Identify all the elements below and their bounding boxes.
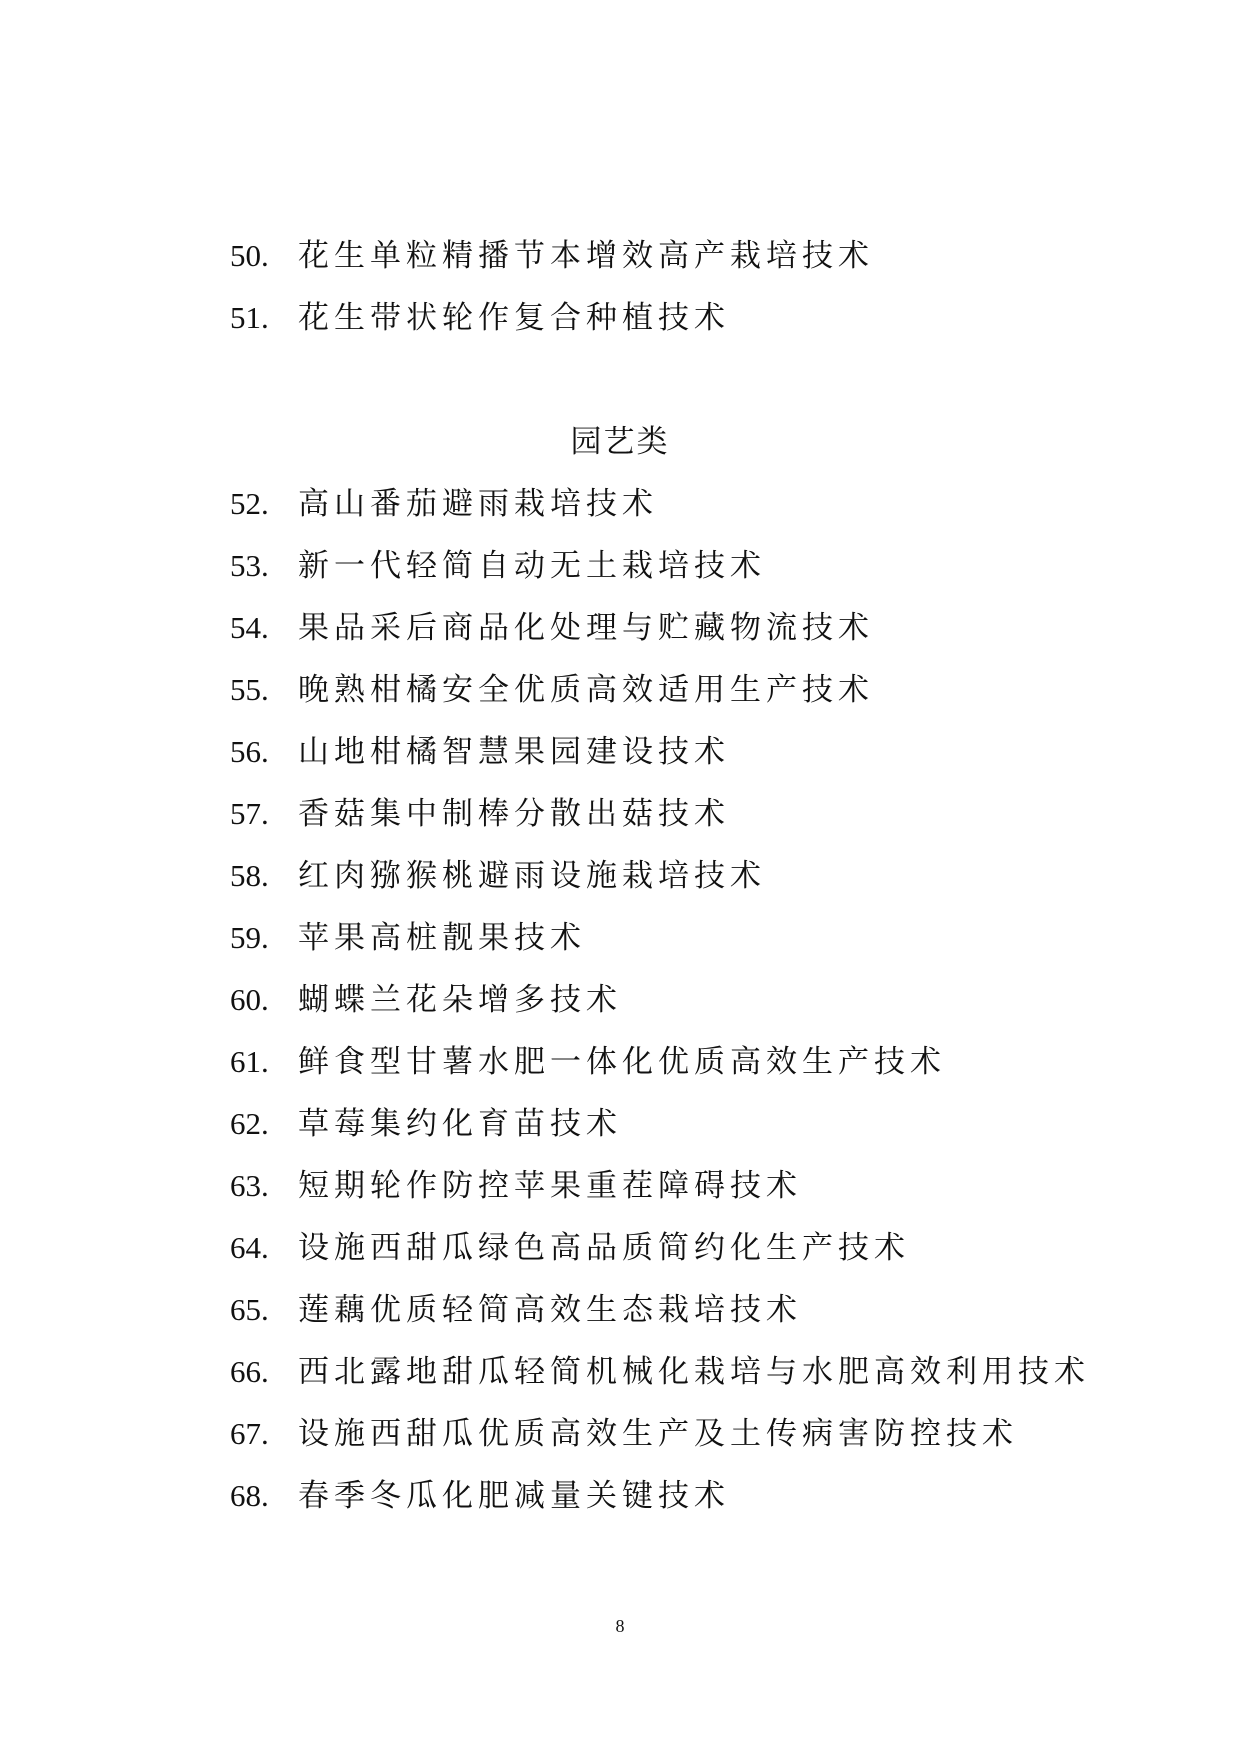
list-item [230,1472,730,1520]
item-text: 香菇集中制棒分散出菇技术 [298,796,730,832]
item-number: 56. [230,734,269,769]
item-number: 67. [230,1416,269,1451]
item-number: 62. [230,1106,269,1141]
list-item [230,790,730,838]
item-text: 草莓集约化育苗技术 [298,1106,622,1142]
item-number: 54. [230,610,269,645]
item-text: 苹果高桩靓果技术 [298,920,586,956]
item-number: 55. [230,672,269,707]
item-number: 51. [230,300,269,335]
list-item [230,1162,802,1210]
list-item [230,604,874,652]
item-text: 莲藕优质轻简高效生态栽培技术 [298,1292,802,1328]
list-item [230,1038,946,1086]
item-text: 设施西甜瓜优质高效生产及土传病害防控技术 [298,1416,1018,1452]
list-item [230,852,766,900]
item-number: 63. [230,1168,269,1203]
list-item [230,666,874,714]
item-text: 鲜食型甘薯水肥一体化优质高效生产技术 [298,1044,946,1080]
list-item [230,480,658,528]
list-item [230,232,874,280]
item-text: 晚熟柑橘安全优质高效适用生产技术 [298,672,874,708]
item-text: 山地柑橘智慧果园建设技术 [298,734,730,770]
item-text: 花生带状轮作复合种植技术 [298,300,730,336]
list-item [230,1224,910,1272]
list-item [230,1100,622,1148]
list-item [230,542,766,590]
item-number: 59. [230,920,269,955]
list-item [230,728,730,776]
item-text: 蝴蝶兰花朵增多技术 [298,982,622,1018]
item-number: 53. [230,548,269,583]
list-item [230,976,622,1024]
item-text: 春季冬瓜化肥减量关键技术 [298,1478,730,1514]
item-number: 57. [230,796,269,831]
page-number: 8 [615,1616,625,1636]
item-text: 花生单粒精播节本增效高产栽培技术 [298,238,874,274]
item-number: 52. [230,486,269,521]
item-number: 66. [230,1354,269,1389]
item-number: 68. [230,1478,269,1513]
list-item [230,1286,802,1334]
item-number: 58. [230,858,269,893]
item-text: 西北露地甜瓜轻简机械化栽培与水肥高效利用技术 [298,1354,1090,1390]
item-text: 高山番茄避雨栽培技术 [298,486,658,522]
list-item [230,1348,1090,1396]
item-text: 设施西甜瓜绿色高品质简约化生产技术 [298,1230,910,1266]
item-number: 65. [230,1292,269,1327]
item-text: 红肉猕猴桃避雨设施栽培技术 [298,858,766,894]
item-number: 61. [230,1044,269,1079]
list-item [230,914,586,962]
item-number: 60. [230,982,269,1017]
item-text: 新一代轻简自动无土栽培技术 [298,548,766,584]
list-item [230,294,730,342]
item-number: 64. [230,1230,269,1265]
item-text: 果品采后商品化处理与贮藏物流技术 [298,610,874,646]
item-text: 短期轮作防控苹果重茬障碍技术 [298,1168,802,1204]
item-number: 50. [230,238,269,273]
list-item [230,1410,1018,1458]
section-title: 园艺类 [570,424,670,460]
